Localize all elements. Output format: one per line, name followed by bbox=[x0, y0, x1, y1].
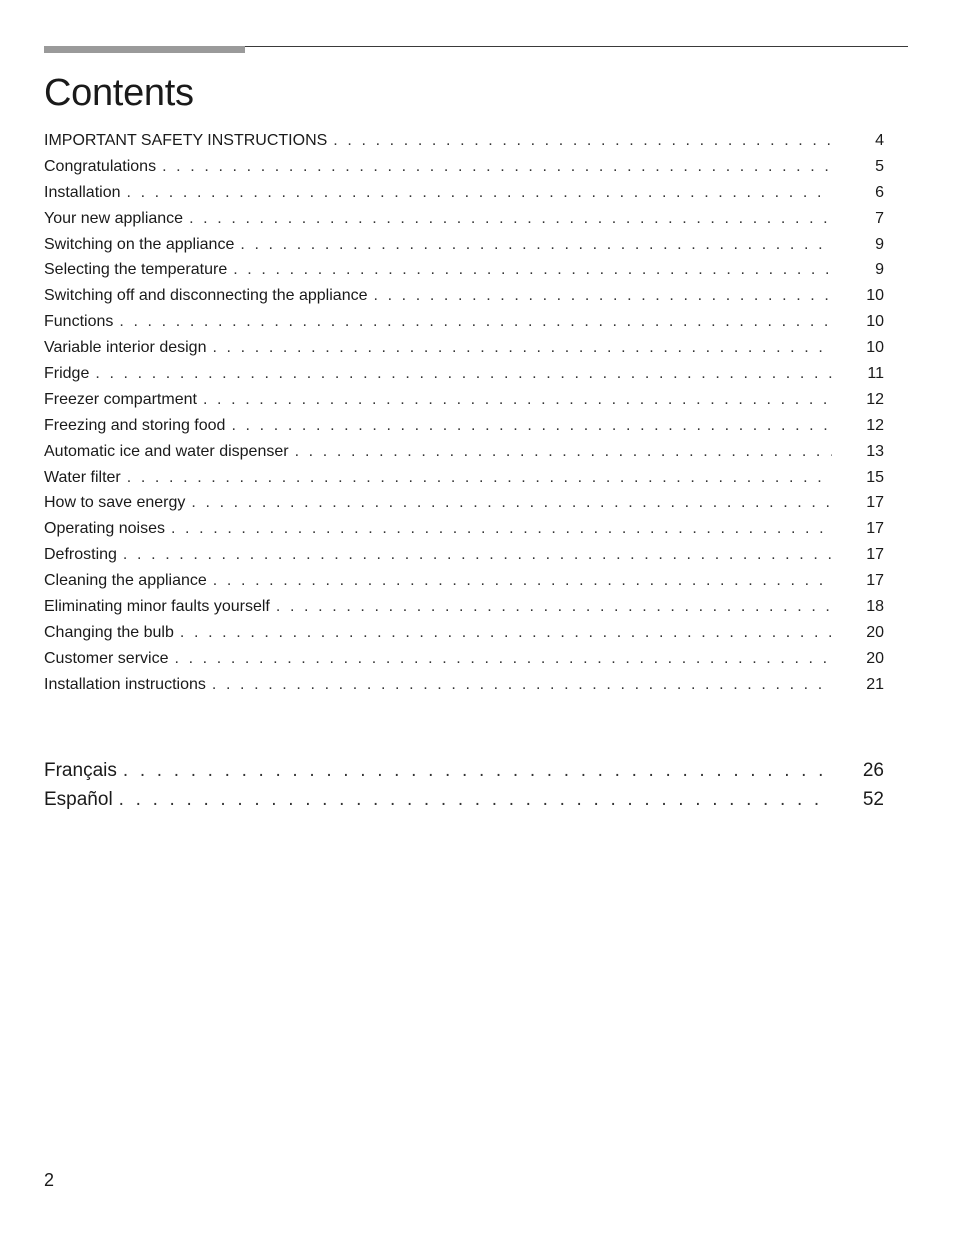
toc-leader-dots bbox=[119, 789, 826, 811]
toc-entry[interactable] bbox=[44, 132, 884, 158]
toc-entry-page: 12 bbox=[866, 390, 884, 408]
toc-entry[interactable] bbox=[44, 287, 884, 313]
toc-entry-title: Installation bbox=[44, 183, 121, 201]
toc-entry-title: Switching on the appliance bbox=[44, 235, 235, 253]
toc-entry[interactable] bbox=[44, 443, 884, 469]
toc-entry[interactable] bbox=[44, 546, 884, 572]
toc-leader-dots bbox=[276, 598, 832, 616]
toc-leader-dots bbox=[127, 184, 833, 202]
toc-entry[interactable] bbox=[44, 598, 884, 624]
toc-leader-dots bbox=[180, 624, 832, 642]
toc-entry-title: IMPORTANT SAFETY INSTRUCTIONS bbox=[44, 132, 328, 149]
toc-leader-dots bbox=[333, 132, 832, 150]
toc-entry[interactable] bbox=[44, 313, 884, 339]
toc-entry[interactable] bbox=[44, 365, 884, 391]
toc-entry-page: 5 bbox=[875, 157, 884, 175]
toc-leader-dots bbox=[127, 469, 832, 487]
toc-leader-dots bbox=[231, 417, 832, 435]
header-tab-bar bbox=[44, 46, 245, 53]
language-page: 26 bbox=[862, 760, 884, 781]
toc-leader-dots bbox=[295, 443, 832, 461]
toc-entry-page: 10 bbox=[866, 287, 884, 305]
toc-entry-title: Functions bbox=[44, 313, 114, 331]
toc-leader-dots bbox=[123, 760, 826, 782]
language-title: Français bbox=[44, 760, 117, 781]
toc-entry-page: 17 bbox=[866, 572, 884, 590]
toc-entry-page: 13 bbox=[866, 442, 884, 460]
toc-entry-title: Freezer compartment bbox=[44, 390, 197, 408]
toc-entry[interactable] bbox=[44, 650, 884, 676]
toc-entry-page: 15 bbox=[866, 468, 884, 486]
toc-entry-page: 17 bbox=[866, 494, 884, 512]
toc-entry-title: Water filter bbox=[44, 468, 121, 486]
toc-entry-page: 11 bbox=[867, 365, 884, 383]
toc-leader-dots bbox=[233, 261, 832, 279]
toc-entry-page: 18 bbox=[866, 598, 884, 616]
toc-entry[interactable] bbox=[44, 236, 884, 262]
toc-leader-dots bbox=[212, 676, 832, 694]
toc-entry[interactable] bbox=[44, 391, 884, 417]
toc-entry[interactable] bbox=[44, 520, 884, 546]
toc-leader-dots bbox=[123, 546, 832, 564]
toc-leader-dots bbox=[373, 287, 832, 305]
toc-entry-title: Operating noises bbox=[44, 520, 165, 538]
toc-entry[interactable] bbox=[44, 261, 884, 287]
toc-entry[interactable] bbox=[44, 339, 884, 365]
toc-leader-dots bbox=[212, 339, 832, 357]
page-title: Contents bbox=[44, 72, 194, 114]
toc-entry-page: 20 bbox=[866, 623, 884, 641]
language-sections bbox=[44, 760, 884, 818]
language-entry-spanish[interactable] bbox=[44, 789, 884, 818]
toc-entry-title: Customer service bbox=[44, 649, 169, 667]
language-page: 52 bbox=[862, 789, 884, 810]
toc-leader-dots bbox=[191, 494, 832, 512]
toc-entry-title: Selecting the temperature bbox=[44, 261, 228, 279]
toc-entry-title: Defrosting bbox=[44, 546, 117, 564]
toc-entry-page: 10 bbox=[866, 339, 884, 357]
table-of-contents bbox=[44, 132, 884, 702]
toc-entry-title: Eliminating minor faults yourself bbox=[44, 598, 270, 616]
toc-leader-dots bbox=[240, 236, 832, 254]
toc-leader-dots bbox=[213, 572, 832, 590]
toc-leader-dots bbox=[189, 210, 832, 228]
toc-entry-page: 12 bbox=[866, 416, 884, 434]
toc-entry-title: Fridge bbox=[44, 365, 90, 383]
toc-entry-page: 4 bbox=[875, 132, 884, 149]
toc-entry[interactable] bbox=[44, 494, 884, 520]
toc-entry-title: Congratulations bbox=[44, 157, 157, 175]
toc-entry-title: Freezing and storing food bbox=[44, 416, 226, 434]
language-entry-french[interactable] bbox=[44, 760, 884, 789]
toc-entry-page: 10 bbox=[866, 313, 884, 331]
toc-entry-page: 9 bbox=[875, 235, 884, 253]
toc-entry-page: 6 bbox=[875, 183, 884, 201]
toc-entry[interactable] bbox=[44, 469, 884, 495]
toc-entry-title: Your new appliance bbox=[44, 209, 184, 227]
toc-entry-page: 20 bbox=[866, 649, 884, 667]
toc-entry[interactable] bbox=[44, 210, 884, 236]
toc-entry-page: 21 bbox=[866, 675, 884, 693]
toc-entry-title: Changing the bulb bbox=[44, 623, 174, 641]
toc-leader-dots bbox=[171, 520, 832, 538]
toc-entry-title: Cleaning the appliance bbox=[44, 572, 207, 590]
page-number: 2 bbox=[44, 1170, 55, 1190]
toc-entry-title: Installation instructions bbox=[44, 675, 206, 693]
toc-entry[interactable] bbox=[44, 158, 884, 184]
toc-entry-page: 17 bbox=[866, 520, 884, 538]
toc-entry-title: Variable interior design bbox=[44, 339, 207, 357]
toc-entry-title: Automatic ice and water dispenser bbox=[44, 442, 289, 460]
toc-entry-page: 17 bbox=[866, 546, 884, 564]
toc-entry-page: 9 bbox=[875, 261, 884, 279]
toc-entry-title: Switching off and disconnecting the appliance bbox=[44, 287, 368, 305]
toc-leader-dots bbox=[203, 391, 832, 409]
toc-entry[interactable] bbox=[44, 676, 884, 702]
toc-entry[interactable] bbox=[44, 624, 884, 650]
toc-entry-page: 7 bbox=[875, 209, 884, 227]
toc-leader-dots bbox=[119, 313, 832, 331]
language-title: Español bbox=[44, 789, 113, 810]
toc-entry[interactable] bbox=[44, 417, 884, 443]
toc-entry-title: How to save energy bbox=[44, 494, 186, 512]
toc-entry[interactable] bbox=[44, 572, 884, 598]
toc-leader-dots bbox=[174, 650, 832, 668]
toc-entry[interactable] bbox=[44, 184, 884, 210]
toc-leader-dots bbox=[95, 365, 832, 383]
toc-leader-dots bbox=[162, 158, 832, 176]
